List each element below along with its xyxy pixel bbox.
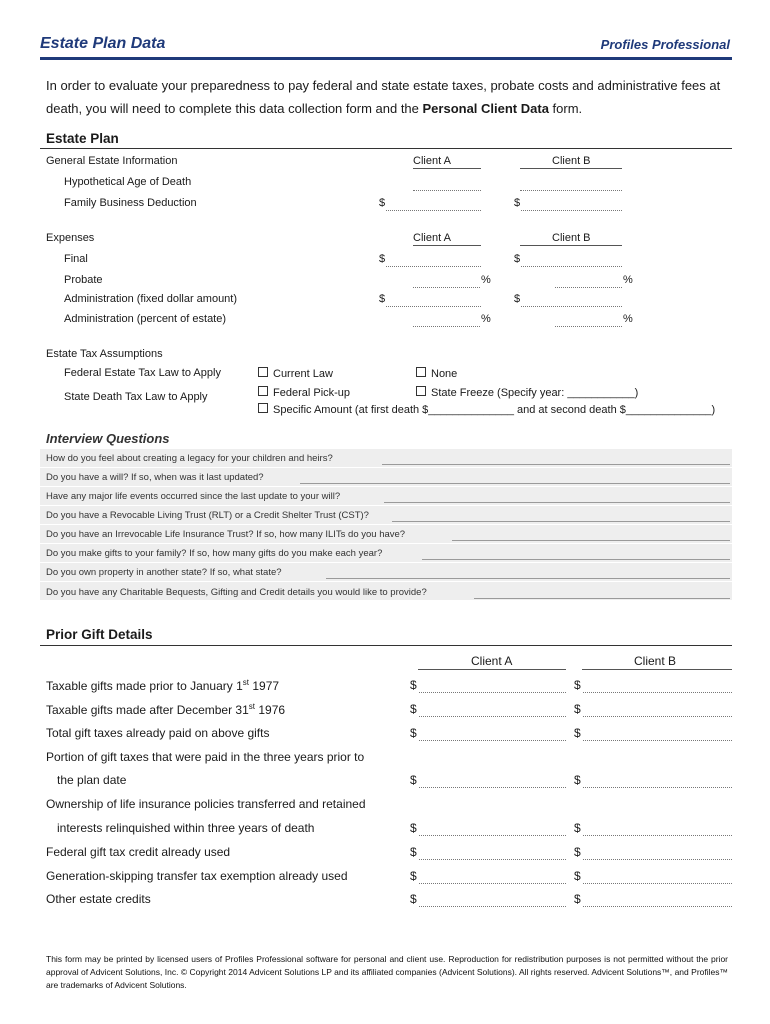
gift-b-field[interactable] [583,859,732,860]
federal-law-label: Federal Estate Tax Law to Apply [64,367,221,379]
col-b-underline [520,168,622,169]
age-of-death-a-field[interactable] [413,190,481,191]
gift-a-field[interactable] [419,716,566,717]
probate-label: Probate [64,274,103,286]
percent-sign: % [481,313,491,325]
admin-percent-a-field[interactable] [413,326,480,327]
expenses-label: Expenses [46,232,95,244]
col-a-underline [413,168,481,169]
col-client-a: Client A [471,654,513,668]
interview-question: Do you have an Irrevocable Life Insurance Trust? If so, how many ILITs do you have? [46,529,406,540]
family-business-b-field[interactable] [521,210,622,211]
dollar-sign: $ [410,869,417,883]
dollar-sign: $ [514,253,521,265]
dollar-sign: $ [574,678,581,692]
option-federal-pickup[interactable]: Federal Pick-up [258,386,350,399]
answer-field[interactable] [326,578,730,579]
col-client-a: Client A [413,155,451,167]
dollar-sign: $ [410,726,417,740]
estate-plan-heading: Estate Plan [46,131,119,146]
checkbox-icon [258,386,268,396]
brand-name: Profiles Professional [600,37,730,52]
admin-percent-b-field[interactable] [555,326,622,327]
intro-line-2: death, you will need to complete this data collection form and the Personal Client Data form. [46,101,583,116]
col-a-underline [413,245,481,246]
interview-heading: Interview Questions [46,431,170,446]
dollar-sign: $ [410,773,417,787]
gift-row-label: Generation-skipping transfer tax exemption already used [46,869,348,883]
dollar-sign: $ [574,726,581,740]
percent-sign: % [623,274,633,286]
final-b-field[interactable] [521,266,622,267]
dollar-sign: $ [410,845,417,859]
gift-b-field[interactable] [583,906,732,907]
gift-b-field[interactable] [583,692,732,693]
interview-question: Have any major life events occurred since the last update to your will? [46,491,341,502]
percent-sign: % [481,274,491,286]
interview-question: Do you own property in another state? If so, what state? [46,567,282,578]
col-a-underline [418,669,566,670]
estate-plan-divider [40,148,732,149]
interview-question: Do you have a Revocable Living Trust (RLT) or a Credit Shelter Trust (CST)? [46,510,369,521]
answer-field[interactable] [422,559,730,560]
dollar-sign: $ [410,702,417,716]
gift-b-field[interactable] [583,740,732,741]
dollar-sign: $ [379,293,386,305]
admin-percent-label: Administration (percent of estate) [64,313,227,325]
dollar-sign: $ [574,892,581,906]
option-state-freeze[interactable]: State Freeze (Specify year: ___________) [416,386,638,399]
col-client-b: Client B [552,155,591,167]
dollar-sign: $ [574,821,581,835]
family-business-label: Family Business Deduction [64,197,197,209]
gift-a-field[interactable] [419,906,566,907]
gift-b-field[interactable] [583,716,732,717]
dollar-sign: $ [379,253,386,265]
dollar-sign: $ [514,197,521,209]
family-business-a-field[interactable] [386,210,481,211]
answer-field[interactable] [392,521,730,522]
dollar-sign: $ [410,821,417,835]
general-estate-label: General Estate Information [46,155,178,167]
gift-a-field[interactable] [419,740,566,741]
age-of-death-b-field[interactable] [520,190,622,191]
gift-row-label: Ownership of life insurance policies transferred and retained [46,797,366,811]
answer-field[interactable] [474,598,730,599]
option-none[interactable]: None [416,367,457,380]
gift-a-field[interactable] [419,883,566,884]
probate-b-field[interactable] [555,287,622,288]
answer-field[interactable] [300,483,730,484]
dollar-sign: $ [574,773,581,787]
checkbox-icon [258,403,268,413]
final-label: Final [64,253,88,265]
interview-question: Do you have a will? If so, when was it last updated? [46,472,264,483]
admin-fixed-a-field[interactable] [386,306,481,307]
col-client-b: Client B [634,654,677,668]
checkbox-icon [416,386,426,396]
dollar-sign: $ [514,293,521,305]
option-current-law[interactable]: Current Law [258,367,333,380]
answer-field[interactable] [382,464,730,465]
header-divider [40,57,732,60]
gift-row-label: Federal gift tax credit already used [46,845,231,859]
col-b-underline [582,669,732,670]
gift-b-field[interactable] [583,787,732,788]
dollar-sign: $ [410,678,417,692]
interview-question: How do you feel about creating a legacy for your children and heirs? [46,453,333,464]
gift-a-field[interactable] [419,859,566,860]
dollar-sign: $ [379,197,386,209]
gift-row-label: Taxable gifts made after December 31st 1976 [46,702,286,717]
dollar-sign: $ [410,892,417,906]
dollar-sign: $ [574,845,581,859]
footer-disclaimer: This form may be printed by licensed users of Profiles Professional software for personal and client use. Reproduction for redistribution purposes is not permitted without the prior approval of Advicent Solutions, Inc. © Copyright 2014 Advicent Solutions LP and its affiliated companies (Advicent Solutions). All rights reserved. Advicent Solutions™, and Profiles™ are trademarks of Advicent Solutions. [46,954,728,990]
admin-fixed-label: Administration (fixed dollar amount) [64,293,238,305]
col-b-underline [520,245,622,246]
col-client-b: Client B [552,232,591,244]
col-client-a: Client A [413,232,451,244]
dollar-sign: $ [574,702,581,716]
gift-row-label: Other estate credits [46,892,151,906]
gift-a-field[interactable] [419,835,566,836]
gift-row-label: interests relinquished within three years of death [57,821,315,835]
checkbox-icon [416,367,426,377]
checkbox-icon [258,367,268,377]
prior-gift-divider [40,645,732,646]
state-law-label: State Death Tax Law to Apply [64,391,208,403]
gift-row-label: the plan date [57,773,127,787]
gift-b-field[interactable] [583,883,732,884]
gift-b-field[interactable] [583,835,732,836]
dollar-sign: $ [574,869,581,883]
option-specific-amount[interactable]: Specific Amount (at first death $______________ and at second death $______________) [258,403,715,416]
age-of-death-label: Hypothetical Age of Death [64,176,192,188]
final-a-field[interactable] [386,266,481,267]
page-title: Estate Plan Data [40,35,166,52]
admin-fixed-b-field[interactable] [521,306,622,307]
prior-gift-heading: Prior Gift Details [46,627,153,642]
gift-row-label: Taxable gifts made prior to January 1st 1977 [46,678,280,693]
gift-a-field[interactable] [419,787,566,788]
answer-field[interactable] [452,540,730,541]
tax-assumptions-label: Estate Tax Assumptions [46,348,163,360]
probate-a-field[interactable] [413,287,480,288]
gift-row-label: Total gift taxes already paid on above gifts [46,726,270,740]
percent-sign: % [623,313,633,325]
gift-a-field[interactable] [419,692,566,693]
interview-question: Do you make gifts to your family? If so, how many gifts do you make each year? [46,548,383,559]
answer-field[interactable] [384,502,730,503]
intro-line-1: In order to evaluate your preparedness to pay federal and state estate taxes, probate costs and administrative fees at [46,78,721,93]
interview-question: Do you have any Charitable Bequests, Gifting and Credit details you would like to provide? [46,587,427,598]
gift-row-label: Portion of gift taxes that were paid in the three years prior to [46,750,365,764]
